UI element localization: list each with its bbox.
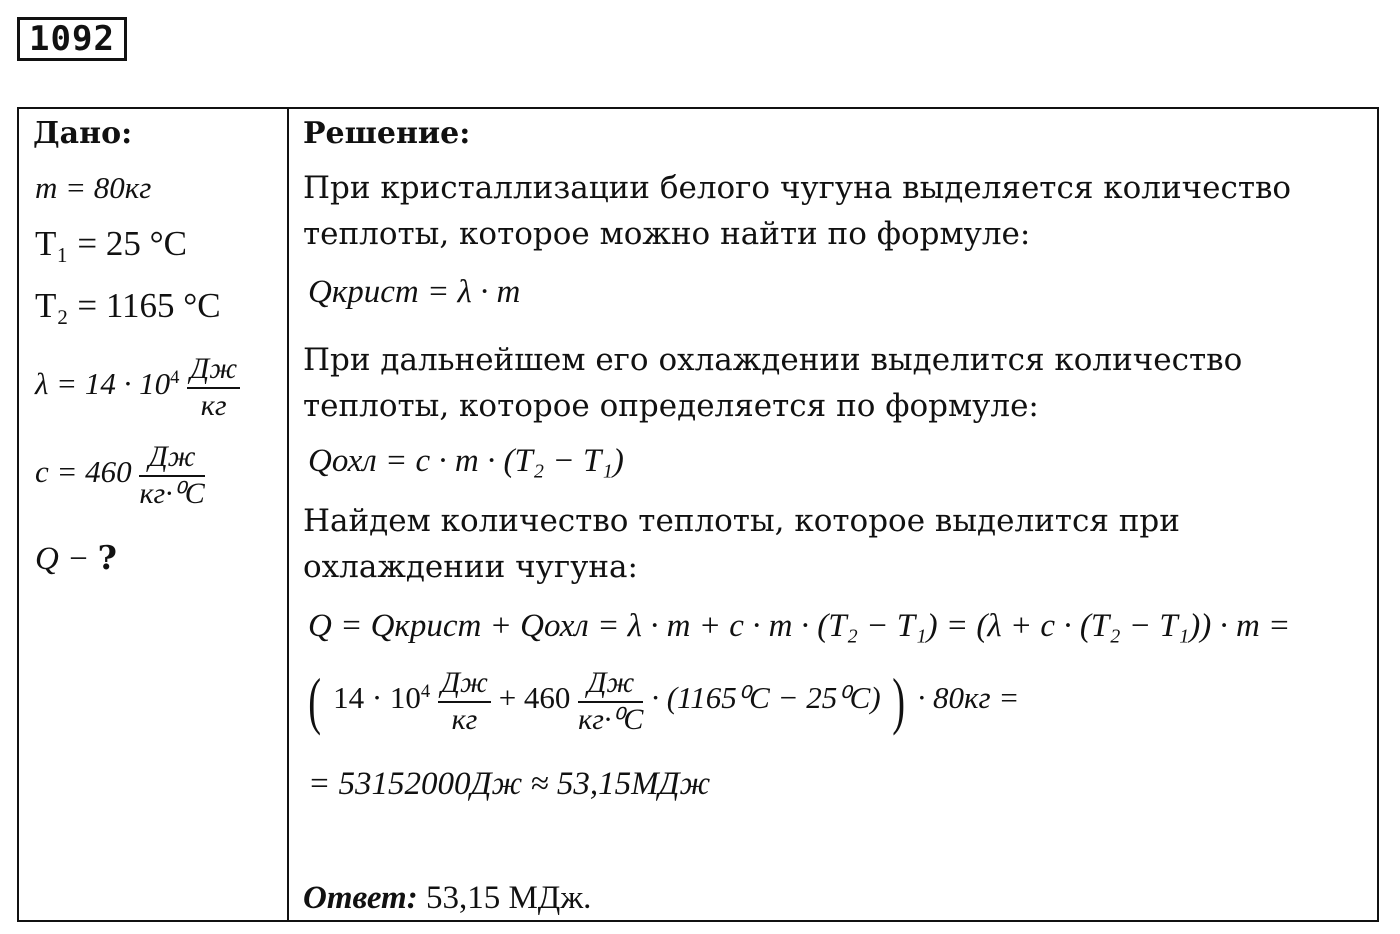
- formula-total: Q = Qкрист + Qохл = λ · m + c · m · (T₂ − T₁) = (λ + c · (T₂ − T₁)) · m =: [308, 608, 1291, 644]
- column-divider: [287, 107, 289, 922]
- substitution-c-unit-den: кг·⁰C: [578, 703, 644, 736]
- solution-text-2-line-2: теплоты, которое определяется по формуле:: [303, 388, 1039, 424]
- given-temperature-1: T₁ = 25 °C: [35, 224, 187, 263]
- solution-text-1-line-1: При кристаллизации белого чугуна выделяется количество: [303, 170, 1292, 206]
- lambda-unit-den: кг: [200, 389, 227, 422]
- given-mass: m = 80кг: [35, 170, 152, 205]
- solution-text-3-line-1: Найдем количество теплоты, которое выделится при: [303, 503, 1180, 539]
- solution-text-3-line-2: охлаждении чугуна:: [303, 549, 638, 585]
- given-lambda: [35, 352, 240, 422]
- unknown-question-mark: ?: [97, 538, 117, 577]
- lambda-unit: [187, 352, 240, 422]
- substitution-temperature: · (1165⁰C − 25⁰C): [651, 680, 881, 716]
- given-specific-heat: [35, 440, 205, 510]
- given-heading: Дано:: [33, 116, 133, 151]
- solution-heading: Решение:: [303, 116, 471, 151]
- solution-text-1-line-2: теплоты, которое можно найти по формуле:: [303, 216, 1031, 252]
- close-paren: ): [892, 665, 906, 736]
- substitution-lambda-unit-den: кг: [451, 703, 478, 736]
- substitution-c-unit: [578, 666, 643, 736]
- c-value: c = 460: [35, 454, 132, 490]
- substitution-lambda-unit-num: Дж: [438, 666, 491, 703]
- answer-value: 53,15 МДж.: [425, 880, 592, 916]
- problem-number: 1092: [17, 17, 127, 61]
- lambda-unit-num: Дж: [187, 352, 240, 389]
- formula-result: = 53152000Дж ≈ 53,15МДж: [308, 766, 711, 802]
- unknown-symbol: Q −: [35, 541, 90, 577]
- formula-substitution: [304, 664, 1019, 738]
- answer-label: Ответ:: [303, 880, 418, 916]
- lambda-value: λ = 14 · 10: [35, 366, 171, 402]
- given-unknown: [35, 538, 117, 578]
- substitution-lambda: 14 · 10: [333, 680, 421, 716]
- c-unit: [139, 440, 204, 510]
- c-unit-den: кг·⁰C: [139, 477, 205, 510]
- substitution-c-unit-num: Дж: [578, 666, 643, 703]
- c-unit-num: Дж: [139, 440, 204, 477]
- given-temperature-2: T₂ = 1165 °C: [35, 286, 221, 325]
- answer-line: [303, 880, 591, 917]
- formula-cooling: Qохл = c · m · (T₂ − T₁): [308, 443, 624, 479]
- formula-crystallization: Qкрист = λ · m: [308, 274, 521, 310]
- substitution-c: + 460: [498, 680, 571, 716]
- substitution-lambda-unit: [438, 666, 491, 736]
- lambda-exponent: 4: [170, 366, 180, 388]
- substitution-exponent: 4: [420, 680, 431, 702]
- solution-text-2-line-1: При дальнейшем его охлаждении выделится количество: [303, 342, 1243, 378]
- substitution-mass: · 80кг =: [917, 680, 1020, 716]
- open-paren: (: [308, 665, 322, 736]
